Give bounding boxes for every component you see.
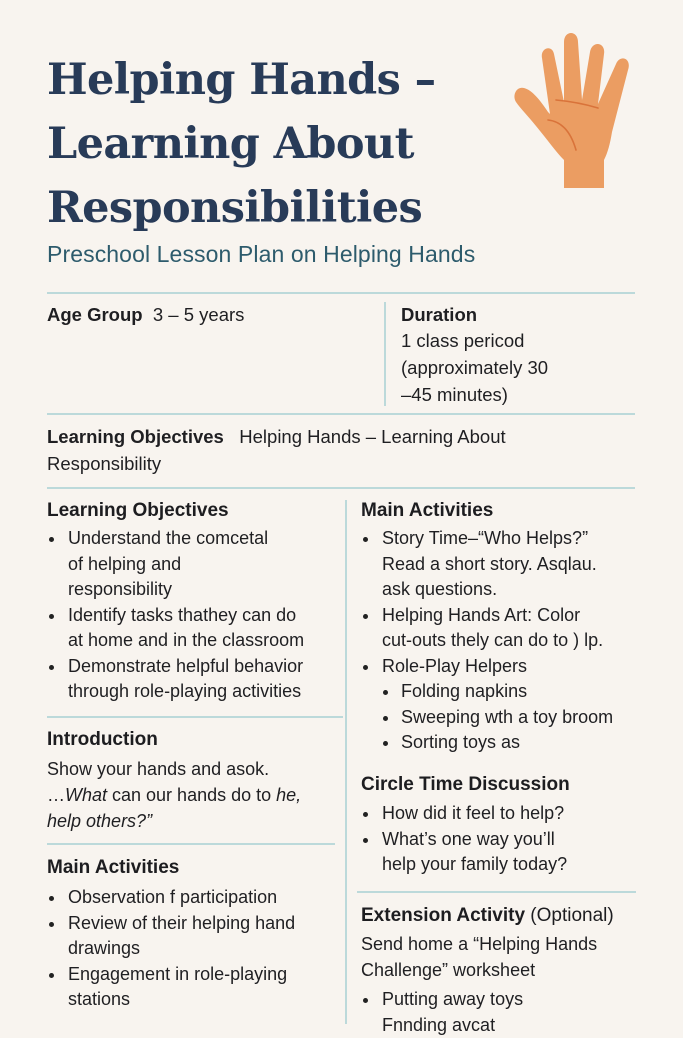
raised-hand-icon <box>512 28 642 192</box>
age-group <box>47 302 244 328</box>
duration-line-1: 1 class pericod <box>401 328 524 354</box>
introduction-line-2: …What can our hands do to he, <box>47 782 301 808</box>
divider <box>47 843 335 845</box>
title-line-3: Responsibilities <box>47 176 517 240</box>
divider <box>47 716 343 718</box>
objectives-list <box>47 526 304 705</box>
assessment-heading: Main Activities <box>47 855 179 881</box>
age-group-value: 3 – 5 years <box>153 304 245 325</box>
age-group-label: Age Group <box>47 304 143 325</box>
extension-line-1: Send home a “Helping Hands <box>361 931 597 957</box>
list-item-cont: drawings <box>47 936 295 962</box>
list-item: Understand the comcetal <box>47 526 304 552</box>
introduction-heading: Introduction <box>47 727 158 753</box>
list-item: Story Time–“Who Helps?” <box>361 526 613 552</box>
objectives-heading: Learning Objectives <box>47 498 229 524</box>
sub-list-item: Sweeping wth a toy broom <box>361 705 613 731</box>
circle-time-heading: Circle Time Discussion <box>361 772 570 798</box>
duration-line-2: (approximately 30 <box>401 355 548 381</box>
column-divider <box>345 500 347 1024</box>
duration-label: Duration <box>401 302 477 328</box>
duration-line-3: –45 minutes) <box>401 382 508 408</box>
page-subtitle: Preschool Lesson Plan on Helping Hands <box>47 241 475 268</box>
list-item: Role-Play Helpers <box>361 654 613 680</box>
assessment-list <box>47 885 295 1013</box>
theme-row <box>47 424 506 450</box>
list-item: Helping Hands Art: Color <box>361 603 613 629</box>
theme-label: Learning Objectives <box>47 426 224 447</box>
sub-list-item: Sorting toys as <box>361 730 613 756</box>
list-item-cont: stations <box>47 987 295 1013</box>
list-item-cont: ask questions. <box>361 577 613 603</box>
divider <box>47 487 635 489</box>
list-item-cont: through role-playing activities <box>47 679 304 705</box>
theme-value-cont: Responsibility <box>47 451 161 477</box>
page-title <box>47 48 517 240</box>
introduction-line-1: Show your hands and asok. <box>47 756 269 782</box>
list-item: Engagement in role-playing <box>47 962 295 988</box>
list-item-cont: help your family today? <box>361 852 567 878</box>
main-activities-heading: Main Activities <box>361 498 493 524</box>
extension-note: (Optional) <box>530 905 613 926</box>
title-line-1: Helping Hands – <box>47 48 517 112</box>
list-item-cont: of helping and <box>47 552 304 578</box>
divider <box>384 302 386 406</box>
list-item-cont: cut-outs thely can do to ) lp. <box>361 628 613 654</box>
list-item: Putting away toys <box>361 987 523 1013</box>
list-item: Observation f participation <box>47 885 295 911</box>
list-item-cont: responsibility <box>47 577 304 603</box>
theme-value: Helping Hands – Learning About <box>239 426 505 447</box>
circle-time-list <box>361 801 567 878</box>
sub-list-item: Folding napkins <box>361 679 613 705</box>
extension-heading: Extension Activity (Optional) <box>361 903 614 929</box>
title-line-2: Learning About <box>47 112 517 176</box>
extension-line-2: Challenge” worksheet <box>361 957 535 983</box>
divider <box>47 292 635 294</box>
list-item: Fnnding avcat <box>361 1013 523 1038</box>
list-item-cont: at home and in the classroom <box>47 628 304 654</box>
extension-list <box>361 987 523 1038</box>
list-item-cont: Read a short story. Asqlau. <box>361 552 613 578</box>
list-item: How did it feel to help? <box>361 801 567 827</box>
list-item: Review of their helping hand <box>47 911 295 937</box>
divider <box>47 413 635 415</box>
main-activities-list <box>361 526 613 756</box>
list-item: What’s one way you’ll <box>361 827 567 853</box>
introduction-line-3: help others?” <box>47 808 152 834</box>
list-item: Demonstrate helpful behavior <box>47 654 304 680</box>
list-item: Identify tasks thathey can do <box>47 603 304 629</box>
divider <box>357 891 636 893</box>
